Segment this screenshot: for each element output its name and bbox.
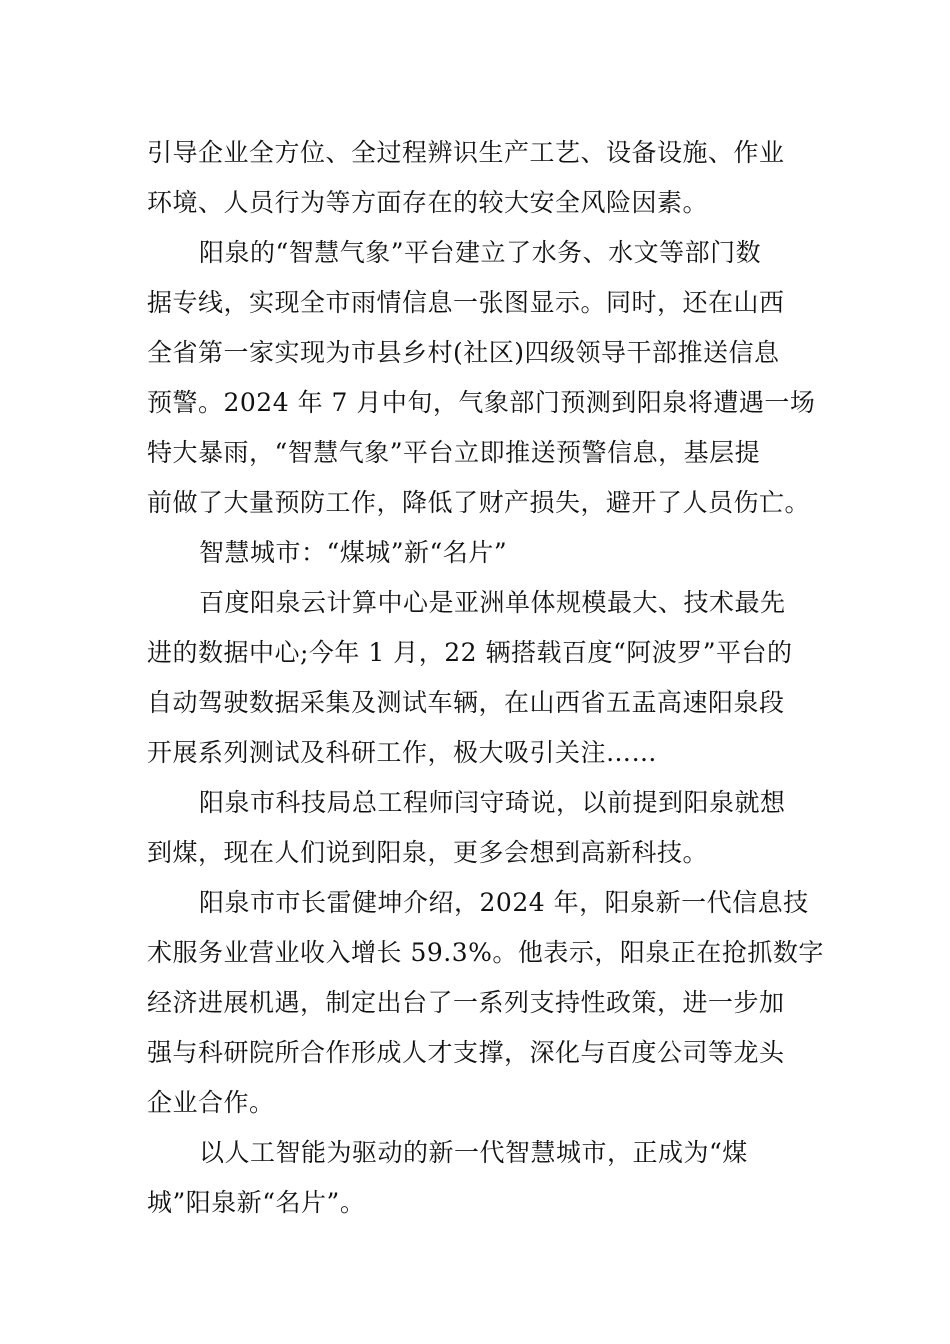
text-line: 城”阳泉新“名片”。 <box>147 1188 366 1217</box>
text-line: 企业合作。 <box>147 1088 275 1117</box>
text-line: 阳泉市市长雷健坤介绍，2024 年，阳泉新一代信息技 <box>199 888 809 917</box>
text-line: 自动驾驶数据采集及测试车辆，在山西省五盂高速阳泉段 <box>147 688 785 717</box>
text-line: 开展系列测试及科研工作，极大吸引关注…… <box>147 738 658 767</box>
text-line: 阳泉的“智慧气象”平台建立了水务、水文等部门数 <box>199 238 762 267</box>
text-line: 据专线，实现全市雨情信息一张图显示。同时，还在山西 <box>147 288 785 317</box>
section-heading: 智慧城市：“煤城”新“名片” <box>199 538 508 567</box>
text-line: 强与科研院所合作形成人才支撑，深化与百度公司等龙头 <box>147 1038 785 1067</box>
text-line: 引导企业全方位、全过程辨识生产工艺、设备设施、作业 <box>147 138 785 167</box>
text-line: 特大暴雨，“智慧气象”平台立即推送预警信息，基层提 <box>147 438 761 467</box>
text-line: 以人工智能为驱动的新一代智慧城市，正成为“煤 <box>199 1138 748 1167</box>
text-line: 前做了大量预防工作，降低了财产损失，避开了人员伤亡。 <box>147 488 811 517</box>
text-line: 百度阳泉云计算中心是亚洲单体规模最大、技术最先 <box>199 588 786 617</box>
text-line: 全省第一家实现为市县乡村(社区)四级领导干部推送信息 <box>147 338 780 367</box>
text-line: 术服务业营业收入增长 59.3%。他表示，阳泉正在抢抓数字 <box>147 938 824 967</box>
text-line: 预警。2024 年 7 月中旬，气象部门预测到阳泉将遭遇一场 <box>147 388 816 417</box>
text-line: 进的数据中心;今年 1 月，22 辆搭载百度“阿波罗”平台的 <box>147 638 793 667</box>
text-line: 阳泉市科技局总工程师闫守琦说，以前提到阳泉就想 <box>199 788 786 817</box>
text-line: 经济进展机遇，制定出台了一系列支持性政策，进一步加 <box>147 988 785 1017</box>
text-line: 到煤，现在人们说到阳泉，更多会想到高新科技。 <box>147 838 709 867</box>
text-line: 环境、人员行为等方面存在的较大安全风险因素。 <box>147 188 709 217</box>
